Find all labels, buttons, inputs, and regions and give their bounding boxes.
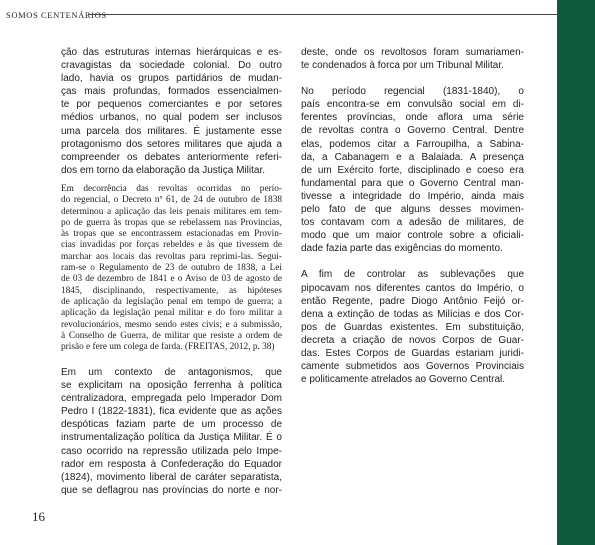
text-line: tivesse a integridade do Império, ainda mais — [301, 190, 524, 202]
quote-line: marchar aos locais das revoltas para reprimi-las. Segui- — [61, 251, 282, 262]
text-line: deste, onde os revoltosos foram sumariamen- — [301, 47, 524, 58]
text-line: te condenados à forca por um Tribunal Militar. — [301, 60, 504, 72]
text-line: ção das estruturas internas hierárquicas e es- — [61, 47, 282, 58]
text-line: lado, havia os grupos partidários de mudan- — [61, 73, 282, 85]
text-line: que se deflagrou nas províncias do norte e nor- — [61, 484, 282, 496]
green-side-bar — [557, 0, 595, 545]
text-line: (1824), movimento liberal de caráter separatista, — [61, 471, 282, 483]
quote-line: aplicação da legislação penal militar e do foro militar a — [61, 308, 282, 319]
text-line: te por pequenos comerciantes e por setores — [61, 99, 282, 111]
quote-line: Em decorrência das revoltas ocorridas no perío- — [61, 184, 282, 194]
text-line: dena a extinção de todas as Milícias e dos Cor- — [301, 308, 524, 320]
right-paragraph-2 — [301, 85, 524, 255]
text-line: fundamental para que o Governo Central man- — [301, 177, 524, 189]
text-line: instrumentalização política da Justiça Militar. É o — [61, 432, 282, 444]
quote-line: po de guerra às tropas que se rebelassem nas Provincias, — [61, 217, 282, 228]
text-line: despóticas faziam parte de um processo de — [61, 419, 282, 431]
quote-line: prisão e fere um colega de farda. (FREITAS, 2012, p. 38) — [61, 342, 275, 353]
text-line: dos em torno da elaboração da Justiça Militar. — [61, 164, 265, 176]
paragraph-gap — [301, 255, 524, 268]
text-line: decreta a criação de novos Corpos de Guar- — [301, 334, 524, 346]
text-line: Pedro I (1822-1831), fica evidente que as ações — [61, 406, 282, 418]
text-line: A fim de controlar as sublevações que — [301, 269, 524, 281]
block-quote — [61, 184, 282, 353]
quote-line: à Conselho de Guerra, de militar que resiste a ordem de — [61, 330, 282, 341]
text-line: No período regencial (1831-1840), o — [301, 86, 524, 98]
text-line: caso ocorrido na repressão utilizada pelo Impe- — [61, 445, 282, 457]
quote-line: ram-se o Regulamento de 23 de outubro de 1838, a Lei — [61, 263, 282, 274]
text-line: uma parcela dos militares. É justamente esse — [61, 125, 282, 137]
quote-line: do regencial, o Decreto nº 61, de 24 de outubro de 1838 — [61, 195, 282, 206]
text-line: e politicamente atrelados ao Governo Central. — [301, 374, 506, 386]
header-rule — [88, 14, 557, 15]
text-line: Em um contexto de antagonismos, que — [61, 367, 282, 378]
text-line: rador em resposta à Confederação do Equador — [61, 458, 282, 470]
text-line: tos contavam com a adesão de militares, de — [301, 217, 524, 229]
paragraph-gap — [301, 72, 524, 85]
left-paragraph-2 — [61, 366, 282, 497]
text-line: cravagistas da sociedade colonial. Do outro — [61, 60, 282, 72]
text-line: elas, podemos citar a Farroupilha, a Sabina- — [301, 138, 524, 150]
left-column — [61, 46, 282, 177]
running-title: SOMOS CENTENÁRIOS — [6, 10, 107, 20]
text-line: pelo fato de que alguns desses movimen- — [301, 204, 524, 216]
text-line: de revoltas contra o Governo Central. Dentre — [301, 125, 524, 137]
text-line: modo que um maior controle sobre a oficiali- — [301, 230, 524, 242]
text-line: pos de Guardas existentes. Em substituição, — [301, 321, 524, 333]
left-paragraph-1 — [61, 46, 282, 177]
text-line: compreender os debates anteriormente referi- — [61, 151, 282, 163]
text-line: ferentes províncias, onde aflora uma série — [301, 112, 524, 124]
text-line: centralizadora, empregada pelo Imperador Dom — [61, 393, 282, 405]
right-paragraph-1 — [301, 46, 524, 72]
text-line: das. Estes Corpos de Guardas estariam juridi- — [301, 347, 524, 359]
text-line: protagonismo dos setores militares que ajuda a — [61, 138, 282, 150]
text-line: se explicitam na oposição ferrenha à política — [61, 380, 282, 392]
page-number: 16 — [32, 509, 45, 524]
text-line: dade fazia parte das exigências do momento. — [301, 243, 503, 255]
text-line: médios urbanos, no qual podem ser inclusos — [61, 112, 282, 124]
quote-line: determinou a aplicação das leis penais militares em tem- — [61, 206, 282, 217]
right-column — [301, 46, 524, 386]
quote-line: cias invadidas por forças rebeldes e às que tivessem de — [61, 240, 282, 251]
quote-line: às tropas que se encontrassem estacionadas em Provin- — [61, 229, 282, 240]
text-line: ças mais profundas, formados essencialmen- — [61, 86, 282, 98]
text-line: camente submetidos aos Governos Provinciais — [301, 361, 524, 373]
quote-line: 1845, disciplinando, respectivamente, as hipóteses — [61, 285, 282, 296]
text-line: da, a Cabanagem e a Balaiada. A presença — [301, 151, 524, 163]
text-line: país encontra-se em convulsão social em di- — [301, 99, 524, 111]
quote-line: de aplicação da legislação penal em tempo de guerra; a — [61, 296, 282, 307]
right-paragraph-3 — [301, 268, 524, 386]
text-line: de um Exército forte, disciplinado e coeso era — [301, 164, 524, 176]
quote-line: revolucionários, mesmo sendo estes civis; e a submissão, — [61, 319, 282, 330]
quote-line: de 03 de dezembro de 1841 e o Aviso de 03 de agosto de — [61, 274, 282, 285]
text-line: então Regente, padre Diogo Antônio Feijó or- — [301, 295, 524, 307]
text-line: pipocavam nos diferentes cantos do Império, o — [301, 282, 524, 294]
